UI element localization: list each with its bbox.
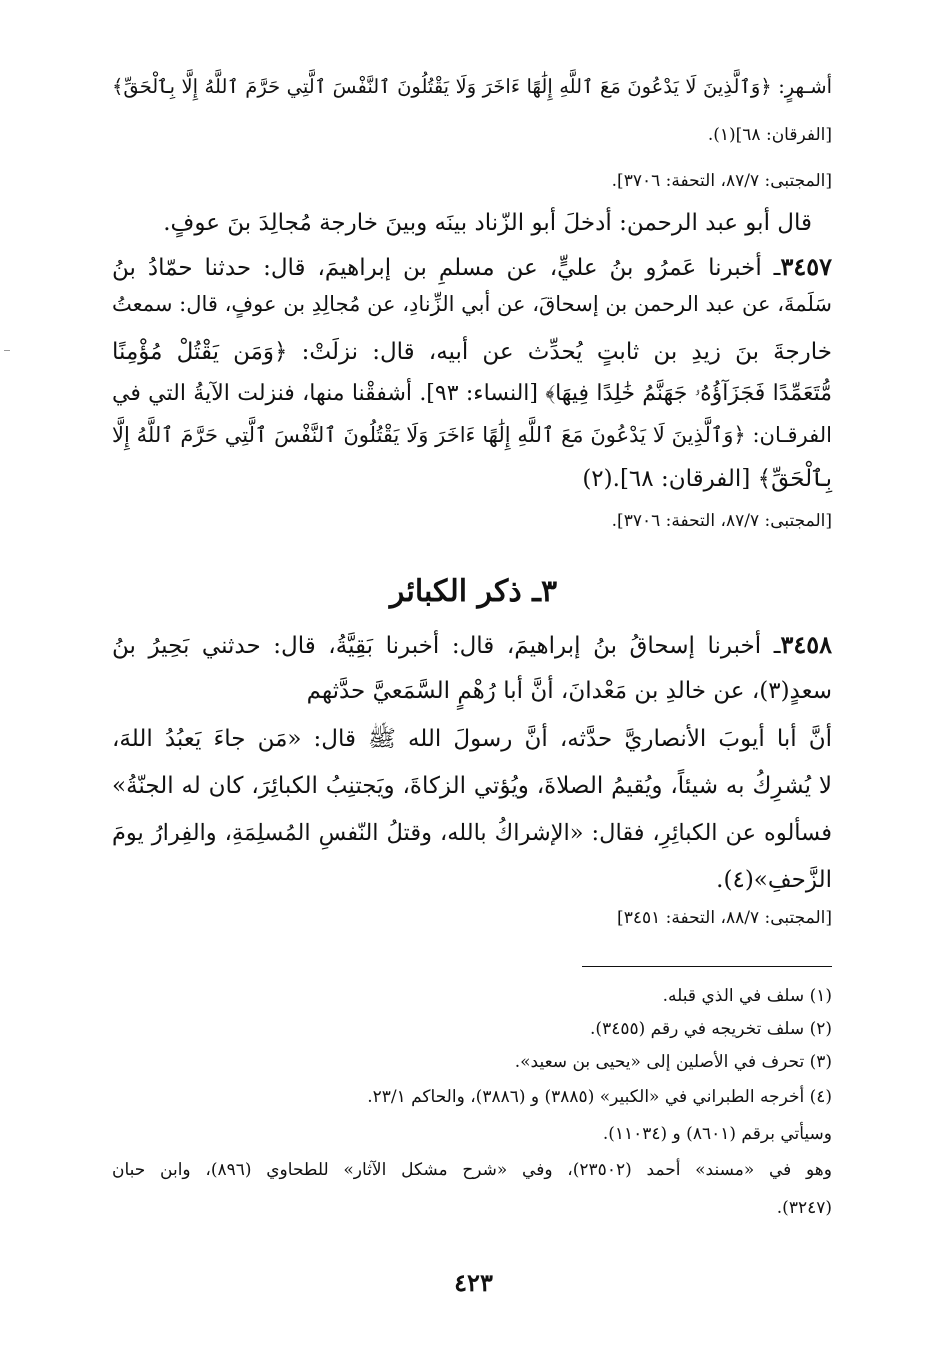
hadith-3457-line-2: سَلَمةَ، عن عبد الرحمن بن إسحاقَ، عن أبي الزِّنادِ، عن مُجالِدِ بن عوفٍ، قال: سمعتُ (112, 292, 832, 316)
hadith-3457-line-6: بِٱلْحَقِّ﴾ [الفرقان: ٦٨].(٢) (582, 466, 832, 492)
footnote-2: (٢) سلف تخريجه في رقم (٣٤٥٥). (590, 1019, 832, 1039)
hadith-3457-line-5: الفرقـان: ﴿وَٱلَّذِينَ لَا يَدْعُونَ مَعَ ٱللَّهِ إِلَٰهًا ءَاخَرَ وَلَا يَقْتُلُونَ ٱلنَّفْسَ ٱلَّتِي حَرَّمَ ٱللَّهُ إِلَّا (112, 423, 832, 447)
footnote-4-continued: (٣٢٤٧). (776, 1198, 832, 1218)
footnote-3: (٣) تحرف في الأصلين إلى «يحيى بن سعيد». (514, 1052, 832, 1072)
hadith-3457-line-3: خارجةَ بنَ زيدِ بن ثابتٍ يُحدِّث عن أبيه، قال: نزلَتْ: ﴿وَمَن يَقْتُلْ مُؤْمِنًا (112, 339, 832, 365)
author-statement: قال أبو عبد الرحمن: أدخلَ أبو الزّناد بينَه وبينَ خارجة مُجالِدَ بنَ عوفٍ. (163, 210, 812, 236)
footnote-divider (582, 966, 832, 967)
source-citation-3: [المجتبى: ٨٨/٧، التحفة: ٣٤٥١] (617, 908, 832, 928)
source-citation-2: [المجتبى: ٨٧/٧، التحفة: ٣٧٠٦]. (611, 511, 832, 531)
verse-reference: [الفرقان: ٦٨](١). (707, 125, 832, 145)
hadith-3458-line-3: أنَّ أبا أيوبَ الأنصاريَّ حدَّثه، أنَّ رسولَ الله ﷺ قال: «مَن جاءَ يَعبُدُ اللهَ، (112, 726, 832, 752)
hadith-text: ـ أخبرنا إسحاقُ بنُ إبراهيمَ، قال: أخبرنا بَقِيَّةُ، قال: حدثني بَحِيرُ بنُ (112, 633, 781, 659)
hadith-3458-line-1 (112, 628, 832, 663)
footnote-4-continued: وهو في «مسند» أحمد (٢٣٥٠٢)، وفي «شرح مشكل الآثار» للطحاوي (٨٩٦)، وابن حبان (112, 1160, 832, 1180)
hadith-3458-line-5: فسألوه عن الكبائِرِ، فقال: «الإشراكُ بالله، وقتلُ النّفسِ المُسلِمَةِ، والفِرارُ يومَ (112, 820, 832, 846)
page-number: ٤٢٣ (454, 1268, 493, 1297)
hadith-3458-line-6: الزَّحفِ»(٤). (716, 867, 832, 893)
hadith-3457-line-4: مُّتَعَمِّدًا فَجَزَآؤُهُۥ جَهَنَّمُ خَٰلِدًا فِيهَا﴾ [النساء: ٩٣]. أشفقْنا منها، فنزلت الآيةُ التي في (112, 381, 832, 406)
hadith-3458-line-2: سعدٍ(٣)، عن خالدِ بن مَعْدانَ، أنَّ أبا رُهْمٍ السَّمَعيَّ حدَّثهم (306, 678, 832, 704)
verse-line-1: أشـهرٍ: ﴿وَٱلَّذِينَ لَا يَدْعُونَ مَعَ ٱللَّهِ إِلَٰهًا ءَاخَرَ وَلَا يَقْتُلُونَ ٱلنَّفْسَ ٱلَّتِي حَرَّمَ ٱللَّهُ إِلَّا بِٱلْحَقِّ﴾ (112, 75, 832, 98)
footnote-4: (٤) أخرجه الطبراني في «الكبير» (٣٨٨٥) و (٣٨٨٦)، والحاكم ٢٣/١. (367, 1087, 832, 1107)
chapter-heading: ٣ـ ذكر الكبائر (389, 574, 558, 609)
footnote-4-continued: وسيأتي برقم (٨٦٠١) و (١١٠٣٤). (602, 1124, 832, 1144)
hadith-3457-line-1 (112, 250, 832, 285)
source-citation-1: [المجتبى: ٨٧/٧، التحفة: ٣٧٠٦]. (611, 171, 832, 191)
hadith-number: ٣٤٥٨ (780, 630, 832, 659)
hadith-number: ٣٤٥٧ (780, 252, 832, 281)
hadith-text: ـ أخبرنا عَمرُو بنُ عليٍّ، عن مسلمِ بن إبراهيمَ، قال: حدثنا حمّادُ بنُ (112, 255, 781, 281)
hadith-3458-line-4: لا يُشرِكُ به شيئاً، ويُقيمُ الصلاةَ، ويُؤتي الزكاةَ، ويَجتنِبُ الكبائِرَ، كان له الجنّةُ» (112, 773, 832, 799)
footnote-1: (١) سلف في الذي قبله. (662, 986, 832, 1006)
margin-mark (4, 350, 10, 351)
